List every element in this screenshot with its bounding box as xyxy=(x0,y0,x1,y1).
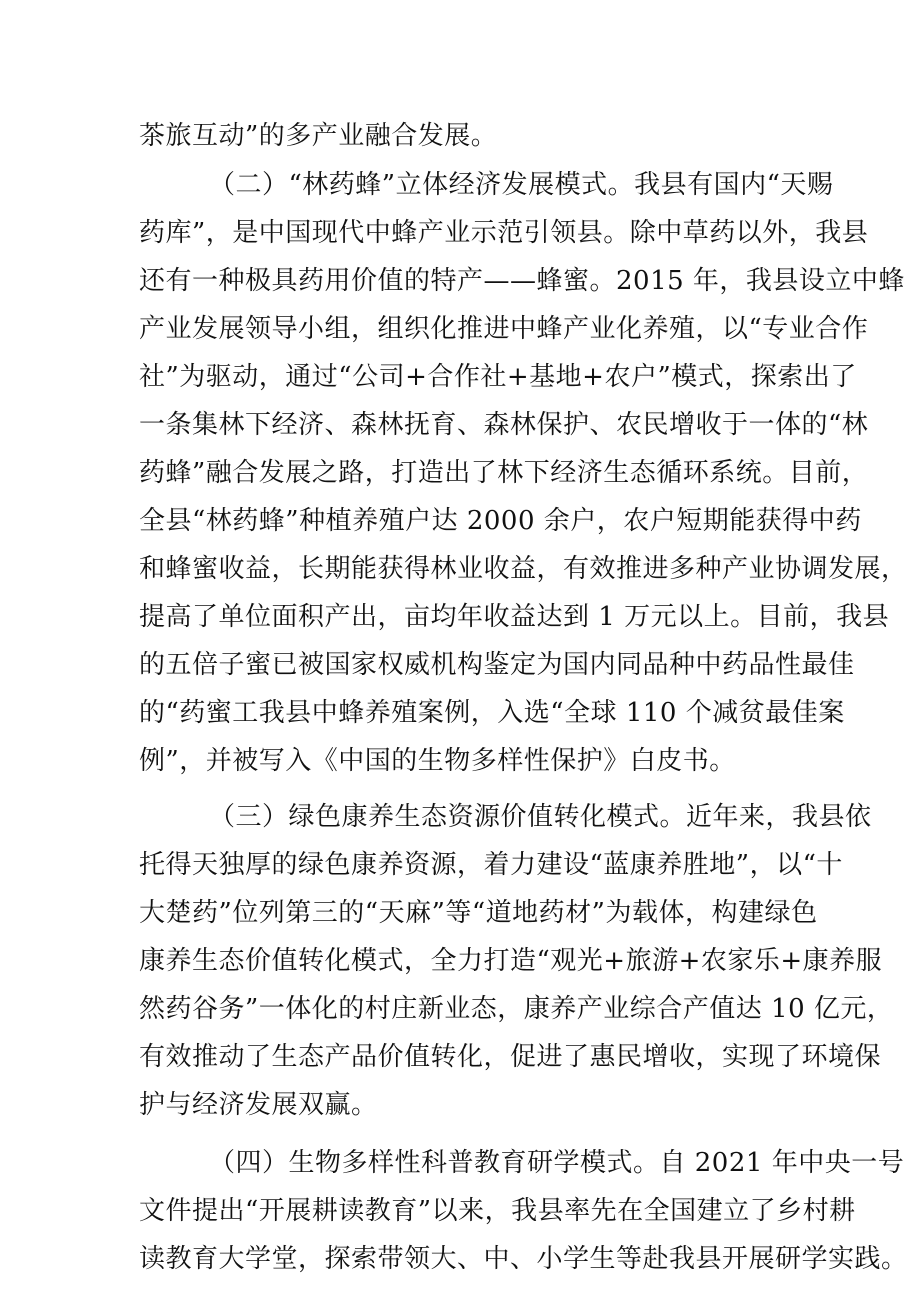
paragraph-0-line-1: 茶旅互动”的多产业融合发展。 xyxy=(139,121,498,151)
paragraph-1-line-7: 药蜂”融合发展之路，打造出了林下经济生态循环系统。目前， xyxy=(139,458,869,488)
paragraph-1-line-3: 还有一种极具药用价值的特产——蜂蜜。2015 年，我县设立中蜂 xyxy=(139,266,905,296)
paragraph-3-line-3: 读教育大学堂，探索带领大、中、小学生等赴我县开展研学实践。 xyxy=(139,1244,908,1274)
paragraph-1-line-10: 提高了单位面积产出，亩均年收益达到 1 万元以上。目前，我县 xyxy=(139,602,890,632)
paragraph-2-line-5: 然药谷务”一体化的村庄新业态，康养产业综合产值达 10 亿元， xyxy=(139,994,894,1024)
paragraph-2-line-4: 康养生态价值转化模式，全力打造“观光+旅游+农家乐+康养服 xyxy=(139,946,883,976)
paragraph-1-line-5: 社”为驱动，通过“公司+合作社+基地+农户”模式，探索出了 xyxy=(139,362,857,392)
paragraph-1-line-4: 产业发展领导小组，组织化推进中蜂产业化养殖，以“专业合作 xyxy=(139,314,869,344)
paragraph-2-line-2: 托得天独厚的绿色康养资源，着力建设“蓝康养胜地”，以“十 xyxy=(139,850,843,880)
paragraph-3-line-1: （四）生物多样性科普教育研学模式。自 2021 年中央一号 xyxy=(209,1148,905,1178)
paragraph-1-line-11: 的五倍子蜜已被国家权威机构鉴定为国内同品种中药品性最佳 xyxy=(139,650,855,680)
paragraph-1-line-6: 一条集林下经济、森林抚育、森林保护、农民增收于一体的“林 xyxy=(139,410,869,440)
paragraph-2-line-1: （三）绿色康养生态资源价值转化模式。近年来，我县依 xyxy=(209,802,872,832)
paragraph-1-line-2: 药库”，是中国现代中蜂产业示范引领县。除中草药以外，我县 xyxy=(139,218,869,248)
paragraph-3-line-2: 文件提出“开展耕读教育”以来，我县率先在全国建立了乡村耕 xyxy=(139,1196,856,1226)
paragraph-2-line-6: 有效推动了生态产品价值转化，促进了惠民增收，实现了环境保 xyxy=(139,1042,882,1072)
paragraph-1-line-13: 例”，并被写入《中国的生物多样性保护》白皮书。 xyxy=(139,746,736,776)
paragraph-1-line-9: 和蜂蜜收益，长期能获得林业收益，有效推进多种产业协调发展， xyxy=(139,554,908,584)
paragraph-2-line-7: 护与经济发展双赢。 xyxy=(139,1090,378,1120)
paragraph-1-line-8: 全县“林药蜂”种植养殖户达 2000 余户，农户短期能获得中药 xyxy=(139,506,862,536)
paragraph-1-line-12: 的“药蜜工我县中蜂养殖案例，入选“全球 110 个减贫最佳案 xyxy=(139,698,845,728)
paragraph-1-line-1: （二）“林药蜂”立体经济发展模式。我县有国内“天赐 xyxy=(209,170,834,200)
paragraph-2-line-3: 大楚药”位列第三的“天麻”等“道地药材”为载体，构建绿色 xyxy=(139,898,818,928)
